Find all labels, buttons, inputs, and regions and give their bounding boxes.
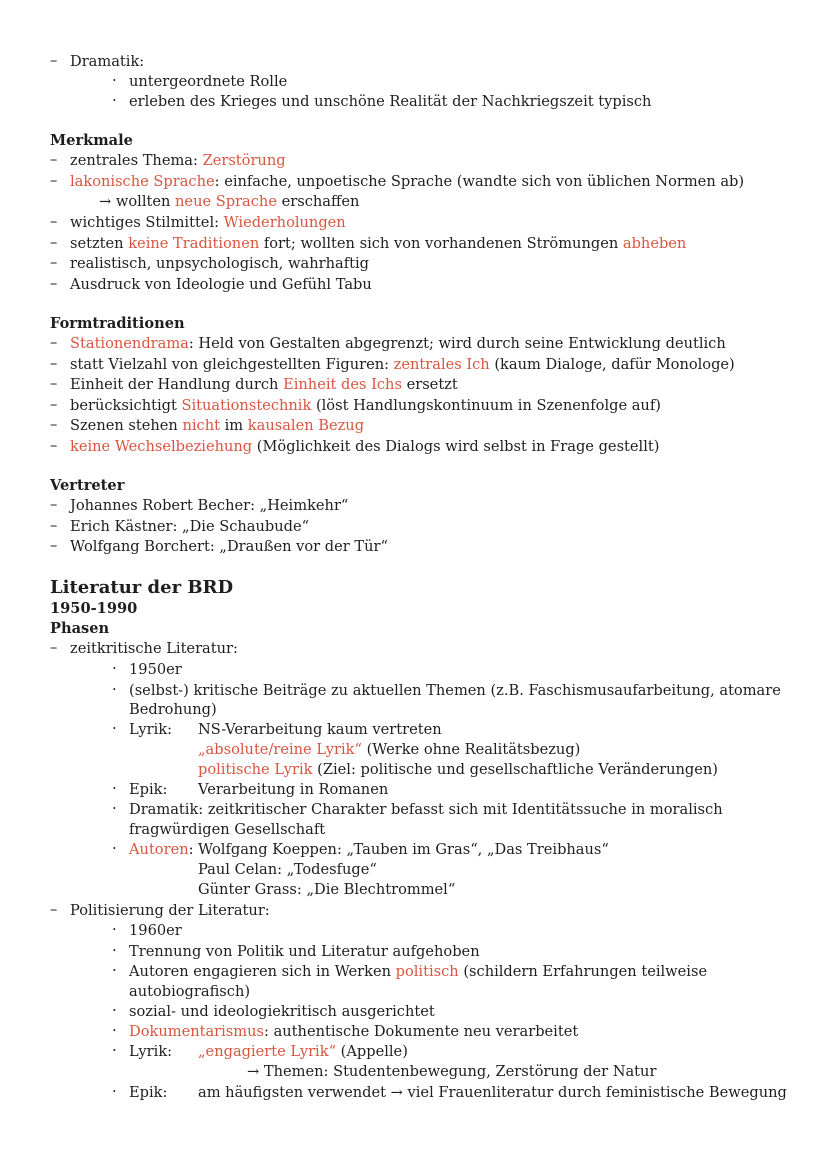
dash: –	[50, 375, 58, 392]
dramatik-item: erleben des Krieges und unschöne Realität der Nachkriegszeit typisch	[129, 93, 652, 110]
dash: –	[50, 901, 58, 918]
dash: –	[50, 517, 58, 534]
phase-item: Dokumentarismus: authentische Dokumente neu verarbeitet	[129, 1023, 579, 1040]
autor-line: Wolfgang Koeppen: „Tauben im Gras“, „Das Treibhaus“	[198, 841, 609, 858]
form-line: Stationendrama: Held von Gestalten abgegrenzt; wird durch seine Entwicklung deutlich	[70, 335, 726, 352]
dash: –	[50, 355, 58, 372]
form-line: Szenen stehen nicht im kausalen Bezug	[70, 417, 365, 434]
dash: –	[50, 234, 58, 251]
bullet: ·	[112, 800, 117, 817]
vertreter-item: Erich Kästner: „Die Schaubude“	[70, 518, 310, 535]
epik-line: am häufigsten verwendet → viel Frauenliteratur durch feministische Bewegung	[198, 1084, 787, 1101]
phase-item: 1960er	[129, 922, 182, 939]
merkmale-heading: Merkmale	[50, 132, 133, 149]
form-line: Einheit der Handlung durch Einheit des Ichs ersetzt	[70, 376, 458, 393]
epik-label: Epik:	[129, 781, 168, 798]
bullet: ·	[112, 1002, 117, 1019]
phase-item: Trennung von Politik und Literatur aufgehoben	[129, 943, 480, 960]
merkmale-line: setzten keine Traditionen fort; wollten sich von vorhandenen Strömungen abheben	[70, 235, 687, 252]
form-heading: Formtraditionen	[50, 315, 185, 332]
lyrik-label: Lyrik:	[129, 1043, 173, 1060]
dash: –	[50, 537, 58, 554]
dash: –	[50, 151, 58, 168]
merkmale-line: lakonische Sprache: einfache, unpoetische Sprache (wandte sich von üblichen Normen ab)	[70, 173, 745, 190]
dash: –	[50, 416, 58, 433]
merkmale-line: realistisch, unpsychologisch, wahrhaftig	[70, 255, 369, 272]
dash: –	[50, 639, 58, 656]
lyrik-line: NS-Verarbeitung kaum vertreten	[198, 721, 442, 738]
phase-item-cont: autobiografisch)	[129, 983, 251, 1000]
phase-label: Politisierung der Literatur:	[70, 902, 270, 919]
themen-line: → Themen: Studentenbewegung, Zerstörung der Natur	[247, 1063, 657, 1080]
merkmale-subline: → wollten neue Sprache erschaffen	[99, 193, 360, 210]
brd-phasen: Phasen	[50, 620, 110, 637]
dash: –	[50, 437, 58, 454]
vertreter-item: Wolfgang Borchert: „Draußen vor der Tür“	[70, 538, 388, 555]
form-line: keine Wechselbeziehung (Möglichkeit des Dialogs wird selbst in Frage gestellt)	[70, 438, 660, 455]
bullet: ·	[112, 92, 117, 109]
vertreter-heading: Vertreter	[50, 477, 125, 494]
phase-item: (selbst-) kritische Beiträge zu aktuellen Themen (z.B. Faschismusaufarbeitung, atomare	[129, 682, 781, 699]
bullet: ·	[112, 720, 117, 737]
dramatik-label: Dramatik:	[70, 53, 145, 70]
bullet: ·	[112, 681, 117, 698]
brd-years: 1950-1990	[50, 600, 138, 617]
autoren-label: Autoren:	[129, 841, 194, 858]
dash: –	[50, 396, 58, 413]
form-line: berücksichtigt Situationstechnik (löst Handlungskontinuum in Szenenfolge auf)	[70, 397, 661, 414]
phase-item-cont: fragwürdigen Gesellschaft	[129, 821, 326, 838]
bullet: ·	[112, 72, 117, 89]
bullet: ·	[112, 1022, 117, 1039]
bullet: ·	[112, 962, 117, 979]
phase-item-cont: Bedrohung)	[129, 701, 217, 718]
epik-label: Epik:	[129, 1084, 168, 1101]
merkmale-line: wichtiges Stilmittel: Wiederholungen	[70, 214, 346, 231]
phase-item: 1950er	[129, 661, 182, 678]
lyrik-line: politische Lyrik (Ziel: politische und gesellschaftliche Veränderungen)	[198, 761, 718, 778]
dash: –	[50, 275, 58, 292]
lyrik-line: „engagierte Lyrik“ (Appelle)	[198, 1043, 408, 1060]
bullet: ·	[112, 942, 117, 959]
bullet: ·	[112, 780, 117, 797]
bullet: ·	[112, 840, 117, 857]
bullet: ·	[112, 921, 117, 938]
dash: –	[50, 334, 58, 351]
arrow-icon: →	[99, 193, 112, 210]
vertreter-item: Johannes Robert Becher: „Heimkehr“	[70, 497, 349, 514]
brd-title: Literatur der BRD	[50, 577, 234, 598]
merkmale-line: zentrales Thema: Zerstörung	[70, 152, 286, 169]
dash: –	[50, 254, 58, 271]
dash: –	[50, 172, 58, 189]
phase-item: sozial- und ideologiekritisch ausgerichtet	[129, 1003, 435, 1020]
form-line: statt Vielzahl von gleichgestellten Figuren: zentrales Ich (kaum Dialoge, dafür Monologe)	[70, 356, 735, 373]
epik-line: Verarbeitung in Romanen	[198, 781, 389, 798]
lyrik-label: Lyrik:	[129, 721, 173, 738]
autor-line: Paul Celan: „Todesfuge“	[198, 861, 377, 878]
dash: –	[50, 213, 58, 230]
autor-line: Günter Grass: „Die Blechtrommel“	[198, 881, 456, 898]
merkmale-line: Ausdruck von Ideologie und Gefühl Tabu	[70, 276, 372, 293]
phase-item: Autoren engagieren sich in Werken politisch (schildern Erfahrungen teilweise	[129, 963, 708, 980]
dramatik-item: untergeordnete Rolle	[129, 73, 288, 90]
bullet: ·	[112, 660, 117, 677]
lyrik-line: „absolute/reine Lyrik“ (Werke ohne Realitätsbezug)	[198, 741, 581, 758]
dash: –	[50, 52, 58, 69]
bullet: ·	[112, 1042, 117, 1059]
phase-item: Dramatik: zeitkritischer Charakter befasst sich mit Identitätssuche in moralisch	[129, 801, 723, 818]
dash: –	[50, 496, 58, 513]
bullet: ·	[112, 1083, 117, 1100]
phase-label: zeitkritische Literatur:	[70, 640, 238, 657]
